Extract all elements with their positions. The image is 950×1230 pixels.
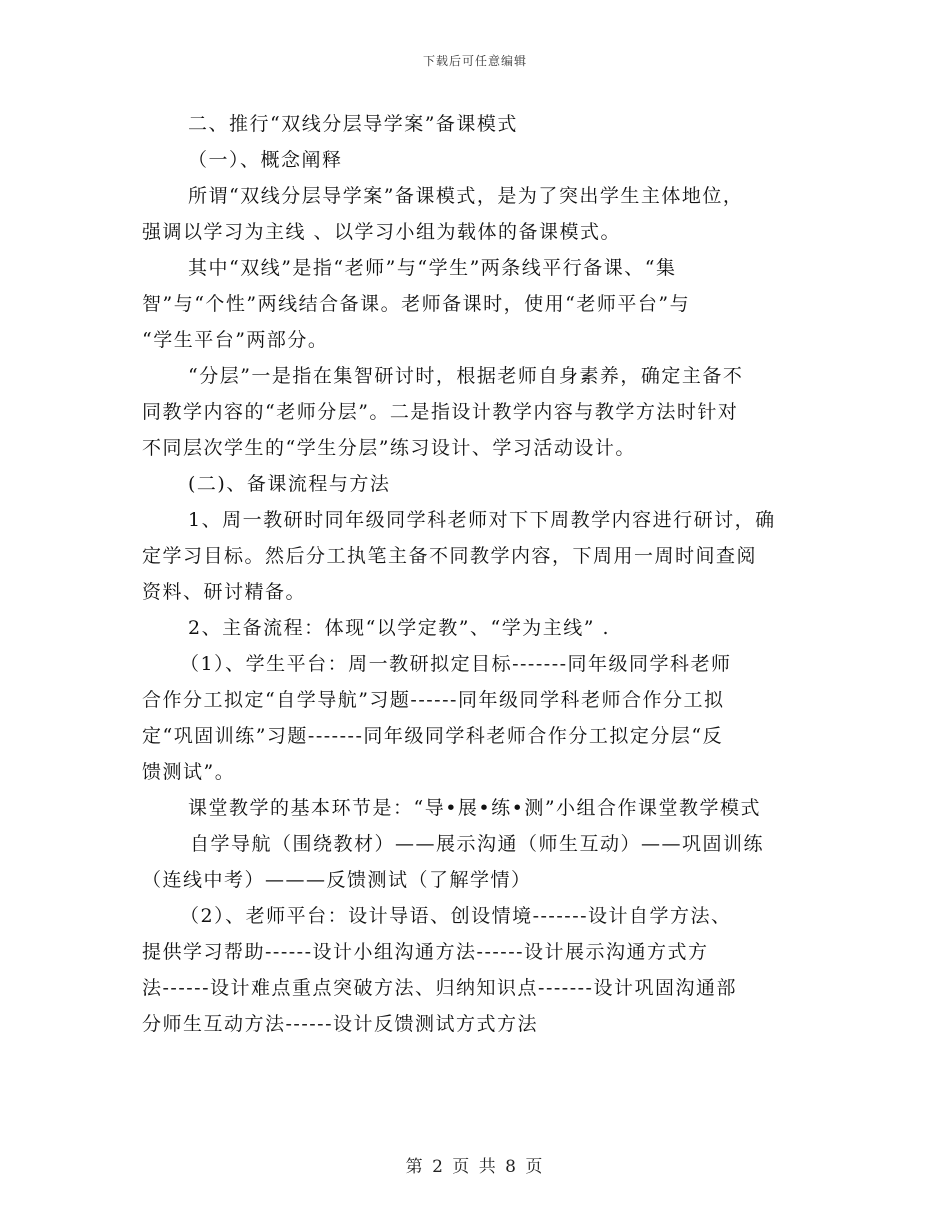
paragraph-line: 课堂教学的基本环节是：“导•展•练•测”小组合作课堂教学模式 <box>188 797 762 819</box>
paragraph-line: “学生平台”两部分。 <box>142 329 329 351</box>
paragraph-line: 智”与“个性”两线结合备课。老师备课时，使用“老师平台”与 <box>142 293 691 315</box>
document-body <box>142 106 812 1042</box>
paragraph-line: 合作分工拟定“自学导航”习题------同年级同学科老师合作分工拟 <box>142 689 725 711</box>
paragraph-line: （连线中考）———反馈测试（了解学情） <box>142 869 532 891</box>
paragraph-line: （1）、学生平台：周一教研拟定目标-------同年级同学科老师 <box>180 653 732 675</box>
subsection-heading: (二)、备课流程与方法 <box>188 473 391 495</box>
paragraph-line: 分师生互动方法------设计反馈测试方式方法 <box>142 1013 539 1035</box>
page-number: 第 2 页 共 8 页 <box>405 1157 545 1177</box>
page-header: 下载后可任意编辑 <box>422 54 527 68</box>
paragraph-line: 其中“双线”是指“老师”与“学生”两条线平行备课、“集 <box>188 257 677 279</box>
subsection-heading: （一）、概念阐释 <box>188 149 343 171</box>
paragraph-line: 馈测试”。 <box>142 761 236 783</box>
paragraph-line: 定“巩固训练”习题-------同年级同学科老师合作分工拟定分层“反 <box>142 725 724 747</box>
paragraph-line: 同教学内容的“老师分层”。二是指设计教学内容与教学方法时针对 <box>142 401 739 423</box>
paragraph-line: 定学习目标。然后分工执笔主备不同教学内容，下周用一周时间查阅 <box>142 545 758 567</box>
section-heading: 二、推行“双线分层导学案”备课模式 <box>188 113 518 135</box>
paragraph-line: 2、主备流程：体现“以学定教”、“学为主线” . <box>188 617 611 639</box>
paragraph-line: 法------设计难点重点突破方法、归纳知识点-------设计巩固沟通部 <box>142 977 737 999</box>
paragraph-line: 不同层次学生的“学生分层”练习设计、学习活动设计。 <box>142 437 636 459</box>
paragraph-line: 提供学习帮助------设计小组沟通方法------设计展示沟通方式方 <box>142 941 709 963</box>
paragraph-line: 自学导航（围绕教材）——展示沟通（师生互动）——巩固训练 <box>190 833 765 855</box>
paragraph-line: 所谓“双线分层导学案”备课模式，是为了突出学生主体地位， <box>188 185 744 207</box>
paragraph-line: 1、周一教研时同年级同学科老师对下下周教学内容进行研讨，确 <box>188 509 776 531</box>
paragraph-line: “分层”一是指在集智研讨时，根据老师自身素养，确定主备不 <box>188 365 744 387</box>
paragraph-line: （2）、老师平台：设计导语、创设情境-------设计自学方法、 <box>180 905 732 927</box>
paragraph-line: 资料、研讨精备。 <box>142 581 307 603</box>
paragraph-line: 强调以学习为主线 、以学习小组为载体的备课模式。 <box>142 221 622 243</box>
